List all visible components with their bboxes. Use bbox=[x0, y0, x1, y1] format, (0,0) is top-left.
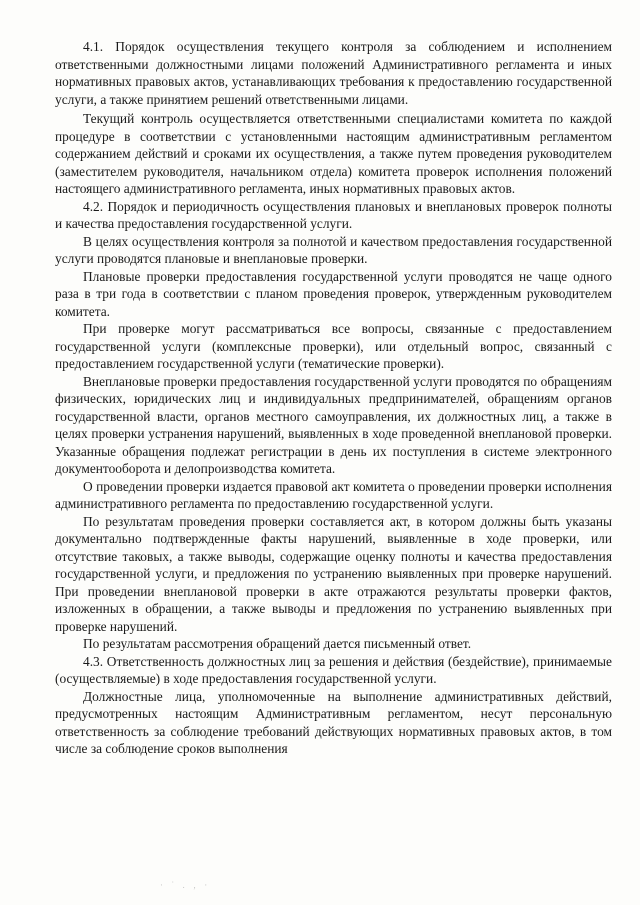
paragraph-planned-checks: Плановые проверки предоставления государственной услуги проводятся не чаще одного раза в три года в соответствии с планом проведения проверок, утвержденным руководителем комитета. bbox=[55, 268, 612, 319]
paragraph-check-scope: При проверке могут рассматриваться все вопросы, связанные с предоставлением государственной услуги (комплексные проверки), или отдельный вопрос, связанный с предоставлением государственной услуги (тематические проверки). bbox=[55, 321, 612, 371]
paragraph-4-3: 4.3. Ответственность должностных лиц за решения и действия (бездействие), принимаемые (осуществляемые) в ходе предоставления государственной услуги. bbox=[55, 653, 612, 686]
paragraph-4-2: 4.2. Порядок и периодичность осуществления плановых и внеплановых проверок полноты и качества предоставления государственной услуги. bbox=[55, 198, 612, 231]
paragraph-unplanned-checks: Внеплановые проверки предоставления государственной услуги проводятся по обращениям физических, юридических лиц и индивидуальных предпринимателей, обращениям органов государственной власти, органов местного самоуправления, их должностных лиц, а также в целях проверки устранения нарушений, выявленных в ходе проведенной внеплановой проверки. Указанные обращения подлежат регистрации в день их поступления в системе электронного документооборота и делопроизводства комитета. bbox=[55, 373, 612, 476]
scan-noise-mark: · ˙ . ‚ · bbox=[160, 880, 211, 890]
paragraph-legal-act: О проведении проверки издается правовой акт комитета о проведении проверки исполнения административного регламента по предоставлению государственной услуги. bbox=[55, 478, 612, 511]
paragraph-4-1: 4.1. Порядок осуществления текущего контроля за соблюдением и исполнением ответственными должностными лицами положений Административного регламента и иных нормативных правовых актов, устанавливающих требования к предоставлению государственной услуги, а также принятием решений ответственными лицами. bbox=[55, 39, 612, 107]
paragraph-officials-responsibility: Должностные лица, уполномоченные на выполнение административных действий, предусмотренных настоящим Административным регламентом, несут персональную ответственность за соблюдение требований действующих нормативных правовых актов, в том числе за соблюдение сроков выполнения bbox=[55, 688, 612, 756]
paragraph-control-purpose: В целях осуществления контроля за полнотой и качеством предоставления государственной услуги проводятся плановые и внеплановые проверки. bbox=[55, 233, 612, 266]
document-page bbox=[55, 38, 612, 758]
paragraph-current-control: Текущий контроль осуществляется ответственными специалистами комитета по каждой процедуре в соответствии с установленными настоящим административным регламентом содержанием действий и сроками их осуществления, а также путем проведения руководителем (заместителем руководителя, начальником отдела) комитета проверок исполнения положений настоящего административного регламента, иных нормативных правовых актов. bbox=[55, 111, 612, 196]
paragraph-check-results: По результатам проведения проверки составляется акт, в котором должны быть указаны документально подтвержденные факты нарушений, выявленные в ходе проверки, или отсутствие таковых, а также выводы, содержащие оценку полноты и качества предоставления государственной услуги, и предложения по устранению выявленных при проверке нарушений. При проведении внеплановой проверки в акте отражаются результаты проверки фактов, изложенных в обращении, а также выводы и предложения по устранению выявленных при проверке нарушений. bbox=[55, 513, 612, 634]
paragraph-written-answer: По результатам рассмотрения обращений дается письменный ответ. bbox=[83, 636, 472, 651]
